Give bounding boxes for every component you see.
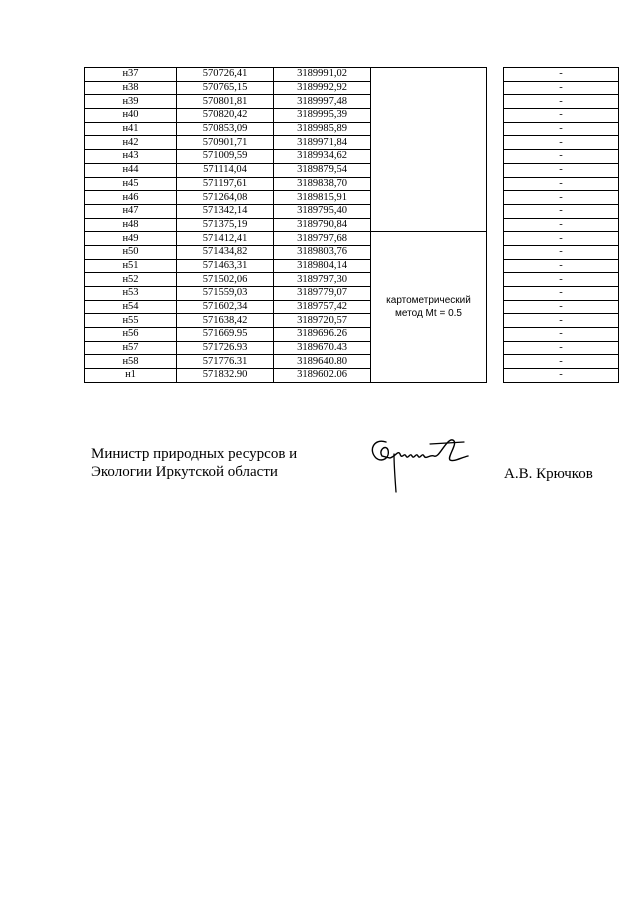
y-coordinate-cell: 3189779,07 [274, 287, 371, 301]
y-coordinate-cell: 3189985,89 [274, 122, 371, 136]
x-coordinate-cell: 571375,19 [177, 218, 274, 232]
point-number-cell: н39 [85, 95, 177, 109]
mark-cell: - [504, 136, 619, 150]
point-number-cell: н41 [85, 122, 177, 136]
mark-cell: - [504, 369, 619, 383]
spacer-cell [487, 68, 504, 383]
table-row [85, 204, 619, 218]
point-number-cell: н49 [85, 232, 177, 246]
y-coordinate-cell: 3189640.80 [274, 355, 371, 369]
signatory-position [91, 445, 297, 481]
mark-cell: - [504, 81, 619, 95]
point-number-cell: н50 [85, 245, 177, 259]
table-row [85, 355, 619, 369]
y-coordinate-cell: 3189797,68 [274, 232, 371, 246]
x-coordinate-cell: 571832.90 [177, 369, 274, 383]
table-row [85, 218, 619, 232]
table-row [85, 136, 619, 150]
mark-cell: - [504, 232, 619, 246]
x-coordinate-cell: 570820,42 [177, 109, 274, 123]
point-number-cell: н47 [85, 204, 177, 218]
mark-cell: - [504, 328, 619, 342]
mark-cell: - [504, 150, 619, 164]
method-label-line-1: картометрический [386, 295, 471, 307]
point-number-cell: н55 [85, 314, 177, 328]
signatory-name: А.В. Крючков [504, 466, 593, 482]
point-number-cell: н44 [85, 163, 177, 177]
table-row [85, 122, 619, 136]
x-coordinate-cell: 571434,82 [177, 245, 274, 259]
y-coordinate-cell: 3189838,70 [274, 177, 371, 191]
point-number-cell: н43 [85, 150, 177, 164]
table-row [85, 369, 619, 383]
mark-cell: - [504, 341, 619, 355]
point-number-cell: н42 [85, 136, 177, 150]
mark-cell: - [504, 68, 619, 82]
method-cell-upper [371, 68, 487, 232]
coordinates-table [84, 67, 619, 383]
y-coordinate-cell: 3189757,42 [274, 300, 371, 314]
y-coordinate-cell: 3189995,39 [274, 109, 371, 123]
table-row [85, 259, 619, 273]
mark-cell: - [504, 245, 619, 259]
y-coordinate-cell: 3189815,91 [274, 191, 371, 205]
handwritten-signature [364, 428, 474, 498]
table-row [85, 150, 619, 164]
signatory-position-line-1: Министр природных ресурсов и [91, 446, 298, 462]
x-coordinate-cell: 571502,06 [177, 273, 274, 287]
mark-cell: - [504, 95, 619, 109]
x-coordinate-cell: 571776.31 [177, 355, 274, 369]
y-coordinate-cell: 3189934,62 [274, 150, 371, 164]
y-coordinate-cell: 3189879,54 [274, 163, 371, 177]
y-coordinate-cell: 3189992,92 [274, 81, 371, 95]
point-number-cell: н37 [85, 68, 177, 82]
mark-cell: - [504, 314, 619, 328]
mark-cell: - [504, 163, 619, 177]
table-row [85, 109, 619, 123]
x-coordinate-cell: 570901,71 [177, 136, 274, 150]
mark-cell: - [504, 287, 619, 301]
table-row [85, 245, 619, 259]
point-number-cell: н52 [85, 273, 177, 287]
method-label-line-2: метод Mt = 0.5 [395, 308, 462, 320]
table-row [85, 163, 619, 177]
y-coordinate-cell: 3189696.26 [274, 328, 371, 342]
point-number-cell: н45 [85, 177, 177, 191]
coordinates-table-body [85, 68, 619, 383]
mark-cell: - [504, 259, 619, 273]
x-coordinate-cell: 571726.93 [177, 341, 274, 355]
y-coordinate-cell: 3189790,84 [274, 218, 371, 232]
mark-cell: - [504, 218, 619, 232]
table-row [85, 300, 619, 314]
mark-cell: - [504, 355, 619, 369]
x-coordinate-cell: 571638,42 [177, 314, 274, 328]
table-row [85, 95, 619, 109]
point-number-cell: н57 [85, 341, 177, 355]
x-coordinate-cell: 571602,34 [177, 300, 274, 314]
table-row [85, 232, 619, 246]
mark-cell: - [504, 273, 619, 287]
y-coordinate-cell: 3189720,57 [274, 314, 371, 328]
x-coordinate-cell: 570801,81 [177, 95, 274, 109]
y-coordinate-cell: 3189795,40 [274, 204, 371, 218]
method-cell [371, 232, 487, 383]
table-row [85, 191, 619, 205]
y-coordinate-cell: 3189991,02 [274, 68, 371, 82]
x-coordinate-cell: 571197,61 [177, 177, 274, 191]
table-row [85, 177, 619, 191]
point-number-cell: н58 [85, 355, 177, 369]
x-coordinate-cell: 571264,08 [177, 191, 274, 205]
x-coordinate-cell: 571342,14 [177, 204, 274, 218]
table-row [85, 68, 619, 82]
x-coordinate-cell: 571463,31 [177, 259, 274, 273]
table-row [85, 287, 619, 301]
table-row [85, 273, 619, 287]
point-number-cell: н1 [85, 369, 177, 383]
point-number-cell: н46 [85, 191, 177, 205]
x-coordinate-cell: 570726,41 [177, 68, 274, 82]
mark-cell: - [504, 191, 619, 205]
y-coordinate-cell: 3189602.06 [274, 369, 371, 383]
point-number-cell: н51 [85, 259, 177, 273]
table-row [85, 314, 619, 328]
point-number-cell: н54 [85, 300, 177, 314]
point-number-cell: н48 [85, 218, 177, 232]
signatory-position-line-2: Экологии Иркутской области [91, 464, 278, 480]
x-coordinate-cell: 570853,09 [177, 122, 274, 136]
x-coordinate-cell: 571559,03 [177, 287, 274, 301]
table-row [85, 328, 619, 342]
y-coordinate-cell: 3189803,76 [274, 245, 371, 259]
y-coordinate-cell: 3189997,48 [274, 95, 371, 109]
x-coordinate-cell: 571412,41 [177, 232, 274, 246]
y-coordinate-cell: 3189804,14 [274, 259, 371, 273]
mark-cell: - [504, 109, 619, 123]
mark-cell: - [504, 204, 619, 218]
y-coordinate-cell: 3189971,84 [274, 136, 371, 150]
mark-cell: - [504, 122, 619, 136]
y-coordinate-cell: 3189670.43 [274, 341, 371, 355]
table-row [85, 81, 619, 95]
mark-cell: - [504, 300, 619, 314]
point-number-cell: н56 [85, 328, 177, 342]
x-coordinate-cell: 571669.95 [177, 328, 274, 342]
mark-cell: - [504, 177, 619, 191]
x-coordinate-cell: 571114,04 [177, 163, 274, 177]
x-coordinate-cell: 571009,59 [177, 150, 274, 164]
point-number-cell: н38 [85, 81, 177, 95]
point-number-cell: н40 [85, 109, 177, 123]
y-coordinate-cell: 3189797,30 [274, 273, 371, 287]
table-row [85, 341, 619, 355]
x-coordinate-cell: 570765,15 [177, 81, 274, 95]
point-number-cell: н53 [85, 287, 177, 301]
